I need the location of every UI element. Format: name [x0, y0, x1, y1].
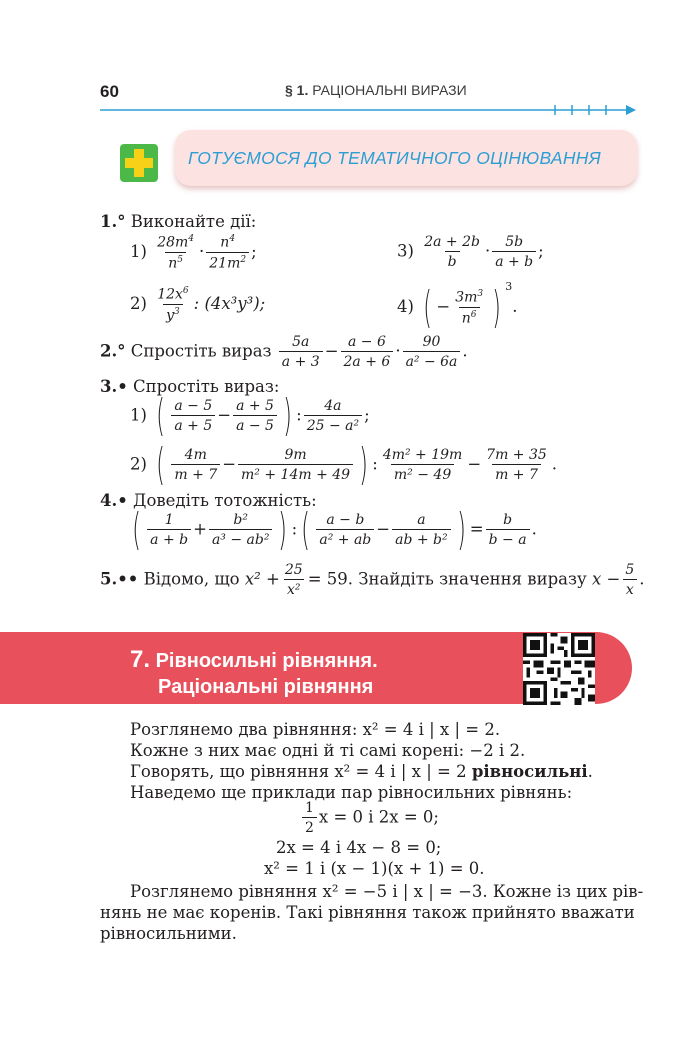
exercise-text: Виконайте дії: — [130, 212, 257, 231]
item-label: 2) — [130, 294, 147, 314]
exercise-3-item-2: 2) ( $\frac{4m}{m + 7}$ − $\frac{9m}{\text{m² + 14m + 49}}$ ) : $\frac{\text{4m² + 19m}}{\text{m² − 49}}$ − $\frac{7m + 35}{m + 7}$ . — [130, 439, 558, 490]
item-label: 1) — [130, 405, 147, 425]
item-label: 3) — [397, 241, 414, 261]
banner-title: ГОТУЄМОСЯ ДО ТЕМАТИЧНОГО ОЦІНЮВАННЯ — [188, 148, 601, 168]
qr-code-icon[interactable] — [523, 633, 595, 705]
example-equation-1: $\frac{1}{2}$ x = 0 і 2x = 0; — [300, 800, 439, 836]
section-title: РАЦІОНАЛЬНІ ВИРАЗИ — [312, 82, 467, 98]
exercise-text: Знайдіть значення виразу — [358, 569, 587, 589]
exercise-2: 2.° Спростіть вираз $\frac{5a}{a + 3}$ − $\frac{a - 6}{2a + 6}$ · $\frac{90}{\text{a² − 6a}}$ . — [100, 334, 468, 370]
body-line-7: рівносильними. — [100, 924, 237, 943]
exercise-1-item-1: 1) $\frac{28m^4}{n^5}$ · $\frac{n^4}{21m^2}$ ; — [130, 234, 257, 272]
exercise-text: Доведіть тотожність: — [133, 491, 317, 510]
item-label: 2) — [130, 454, 147, 474]
exercise-number: 3.• — [100, 377, 128, 396]
exercise-text: Спростіть вираз — [130, 341, 272, 361]
body-line-5: Розглянемо рівняння x² = −5 і | x | = −3. Кожне із цих рів- — [130, 882, 644, 901]
section-title-line-2: Раціональні рівняння — [158, 676, 374, 698]
exercise-4-identity: ( $\frac{1}{a + b}$ + $\frac{\text{b²}}{\text{a³ − ab²}}$ ) :( $\frac{a - b}{\text{a² + ab}}$ − $\frac{a}{\text{ab + b²}}$ ) = $\frac{b}{b - a}$ . — [132, 504, 537, 555]
section-title-line-1: 7. Рівносильні рівняння. — [130, 646, 378, 673]
body-line-6: нянь не має коренів. Такі рівняння також прийнято вважати — [100, 903, 635, 922]
exercise-5: 5.•• Відомо, що x² + $\frac{25}{\text{x²}}$ = 59. Знайдіть значення виразу x − $\frac{5}{x}$ . — [100, 562, 645, 598]
body-line-3: Говорять, що рівняння x² = 4 і | x | = 2 рівносильні. — [130, 762, 593, 781]
item-label: 1) — [130, 242, 147, 262]
exercise-number: 1.° — [100, 212, 126, 231]
exercise-1-item-2: 2) $\frac{12x^6}{y^3}$ : (4x³y³); — [130, 286, 266, 324]
section-sign: § 1. — [285, 82, 309, 98]
body-line-1: Розглянемо два рівняння: x² = 4 і | x | = 2. — [130, 720, 501, 739]
exercise-number: 5.•• — [100, 569, 139, 589]
exercise-1-heading — [100, 212, 256, 231]
exercise-text: Спростіть вираз: — [133, 377, 280, 396]
exercise-3-item-1: 1) ( $\frac{a - 5}{a + 5}$ − $\frac{a + 5}{a - 5}$ ) : $\frac{4a}{\text{25 − a²}}$ ; — [130, 390, 370, 441]
exercise-1-item-4: 4) ( − $\frac{3m^3}{n^6}$ ) $^3$. — [397, 280, 518, 333]
header-arrow-line — [100, 104, 640, 116]
running-header — [285, 82, 467, 98]
exercise-text: Відомо, що — [143, 569, 240, 589]
plus-icon — [120, 144, 158, 182]
exercise-number: 4.• — [100, 491, 128, 510]
body-line-2: Кожне з них має одні й ті самі корені: −2 і 2. — [130, 741, 526, 760]
item-label: 4) — [397, 297, 414, 316]
body-line-4: Наведемо ще приклади пар рівносильних рівнянь: — [130, 783, 573, 802]
example-equation-2: 2x = 4 і 4x − 8 = 0; — [276, 838, 442, 857]
exercise-1-item-3: 3) $\frac{2a + 2b}{b}$ · $\frac{5b}{a + b}$ ; — [397, 234, 544, 270]
example-equation-3: x² = 1 і (x − 1)(x + 1) = 0. — [264, 859, 485, 878]
page-number: 60 — [100, 82, 119, 101]
exercise-number: 2.° — [100, 341, 126, 361]
term-equivalent: рівносильні — [471, 762, 588, 781]
